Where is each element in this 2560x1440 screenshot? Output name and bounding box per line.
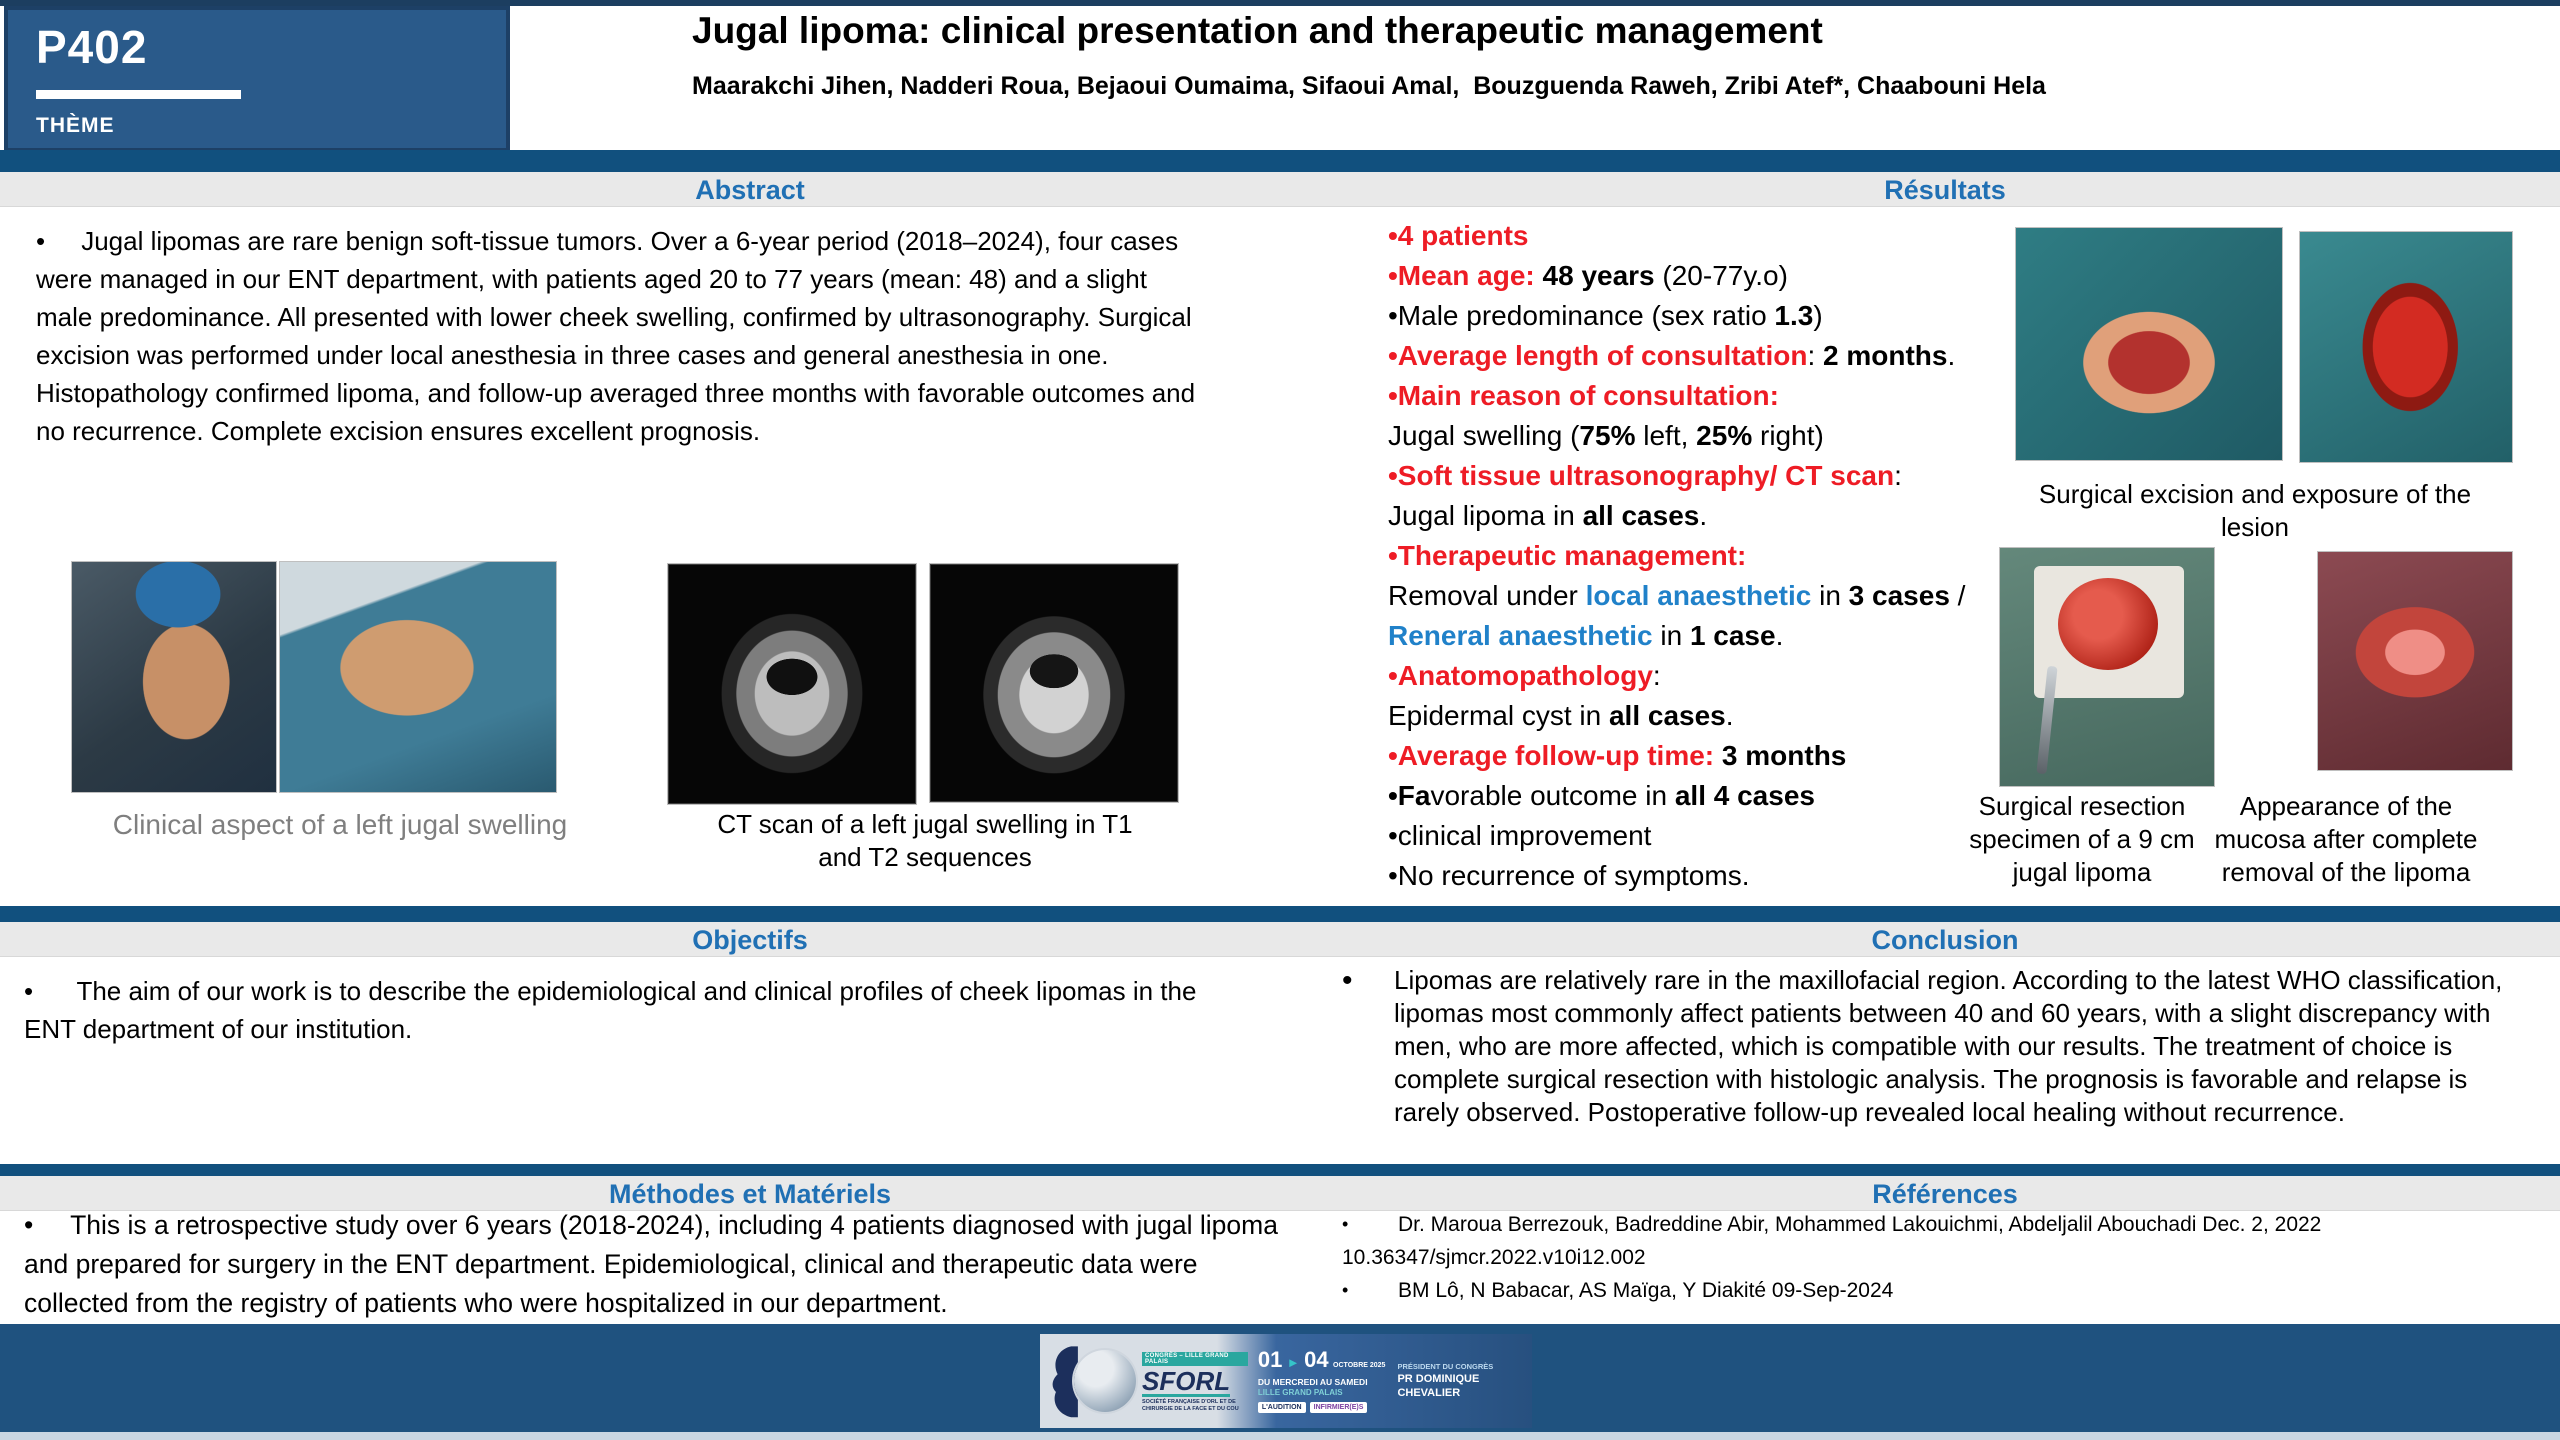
clinical-photo-front bbox=[72, 562, 276, 792]
divider-header bbox=[0, 150, 2560, 172]
result-segment: Epidermal cyst in bbox=[1388, 700, 1609, 731]
result-line bbox=[1388, 496, 2108, 536]
result-segment: . bbox=[1725, 700, 1734, 731]
result-line bbox=[1388, 296, 2108, 336]
badge-infirmiers: INFIRMIER(E)S bbox=[1310, 1402, 1368, 1413]
face-silhouette-logo bbox=[1044, 1343, 1078, 1419]
president-label: PRÉSIDENT DU CONGRÈS bbox=[1397, 1362, 1494, 1371]
ct-scan-t1 bbox=[668, 564, 916, 804]
result-segment: (20-77y.o) bbox=[1662, 260, 1788, 291]
banner-badges bbox=[1258, 1402, 1386, 1413]
authors-line: Maarakchi Jihen, Nadderi Roua, Bejaoui Oumaima, Sifaoui Amal, Bouzguenda Raweh, Zribi Atef*, Chaabouni Hela bbox=[692, 72, 2046, 100]
methodes-text: • This is a retrospective study over 6 years (2018-2024), including 4 patients diagnosed with jugal lipoma and prepared for surgery in the ENT department. Epidemiological, clinical and therapeutic data were collected from the registry of patients who were hospitalized in our department. bbox=[24, 1210, 1278, 1318]
reference-item bbox=[1342, 1208, 2522, 1241]
result-segment: in bbox=[1811, 580, 1849, 611]
result-segment: . bbox=[1699, 500, 1708, 531]
caption-mucosa: Appearance of the mucosa after complete removal of the lipoma bbox=[2214, 791, 2478, 887]
president-name: PR DOMINIQUE CHEVALIER bbox=[1397, 1373, 1480, 1399]
result-segment: •Male predominance (sex ratio bbox=[1388, 300, 1775, 331]
result-segment: •4 patients bbox=[1388, 220, 1529, 251]
result-line bbox=[1388, 336, 2108, 376]
result-segment: •Therapeutic management: bbox=[1388, 540, 1747, 571]
result-line bbox=[1388, 216, 2108, 256]
result-segment: 48 years bbox=[1542, 260, 1663, 291]
conclusion-bullet: • bbox=[1342, 964, 1353, 997]
arrow-icon: ► bbox=[1286, 1355, 1300, 1370]
badge-audition: L'AUDITION bbox=[1258, 1402, 1306, 1413]
section-band-2 bbox=[0, 922, 2560, 957]
result-segment: all cases bbox=[1582, 500, 1700, 531]
reference-item-continuation bbox=[1342, 1241, 2522, 1274]
president-block bbox=[1397, 1362, 1532, 1400]
banner-photo-circle bbox=[1074, 1350, 1136, 1412]
result-segment: •Soft tissue ultrasonography/ CT scan bbox=[1388, 460, 1895, 491]
result-segment: 25% bbox=[1696, 420, 1753, 451]
result-segment: •Fa bbox=[1388, 780, 1431, 811]
theme-label: THÈME bbox=[36, 114, 115, 137]
heading-references: Références bbox=[1872, 1179, 2018, 1209]
caption-specimen: Surgical resection specimen of a 9 cm jugal lipoma bbox=[1969, 791, 2195, 887]
conclusion-block bbox=[1342, 964, 2537, 1129]
reference-bullet: • bbox=[1342, 1214, 1349, 1234]
result-segment: vorable outcome in bbox=[1430, 780, 1675, 811]
reference-text: BM Lô, N Babacar, AS Maïga, Y Diakité 09-Sep-2024 bbox=[1398, 1279, 1894, 1302]
result-segment: •No recurrence of symptoms. bbox=[1388, 860, 1750, 891]
result-segment: Removal under bbox=[1388, 580, 1586, 611]
lipoma-specimen bbox=[2058, 578, 2158, 670]
ct-scan-t2 bbox=[930, 564, 1178, 802]
surgical-excision-photo-2 bbox=[2300, 232, 2512, 462]
divider-mid bbox=[0, 906, 2560, 922]
divider-bottom bbox=[0, 1164, 2560, 1176]
result-segment: •Anatomopathology bbox=[1388, 660, 1653, 691]
date-days: DU MERCREDI AU SAMEDI bbox=[1257, 1377, 1368, 1387]
resection-specimen-photo bbox=[2000, 548, 2214, 786]
caption-ct: CT scan of a left jugal swelling in T1 and T2 sequences bbox=[717, 809, 1133, 872]
venue: LILLE GRAND PALAIS bbox=[1257, 1388, 1343, 1397]
result-segment: •Average length of consultation bbox=[1388, 340, 1808, 371]
result-segment: / bbox=[1949, 580, 1966, 611]
page-title: Jugal lipoma: clinical presentation and therapeutic management bbox=[692, 10, 1823, 51]
result-line bbox=[1388, 456, 2108, 496]
caption-excision: Surgical excision and exposure of the lesion bbox=[2038, 479, 2472, 542]
congress-dates-block bbox=[1258, 1349, 1386, 1413]
poster-id-box bbox=[4, 6, 510, 152]
result-segment: •Mean age: bbox=[1388, 260, 1543, 291]
result-segment: 2 months bbox=[1823, 340, 1948, 371]
surgical-excision-photo-1 bbox=[2016, 228, 2282, 460]
result-segment: . bbox=[1947, 340, 1956, 371]
result-segment: •clinical improvement bbox=[1388, 820, 1652, 851]
heading-objectifs: Objectifs bbox=[692, 925, 808, 955]
section-band-1 bbox=[0, 172, 2560, 207]
objectifs-text: • The aim of our work is to describe the epidemiological and clinical profiles of cheek lipomas in the ENT department of our institution. bbox=[24, 976, 1197, 1044]
date-month: OCTOBRE 2025 bbox=[1333, 1362, 1386, 1369]
result-segment: 3 cases bbox=[1848, 580, 1950, 611]
result-segment: : bbox=[1894, 460, 1902, 491]
abstract-text: • Jugal lipomas are rare benign soft-tissue tumors. Over a 6-year period (2018–2024), four cases were managed in our ENT department, with patients aged 20 to 77 years (mean: 48) and a slight male predominance. All presented with lower cheek swelling, confirmed by ultrasonography. Surgical excision was performed under local anesthesia in three cases and general anesthesia in one. Histopathology confirmed lipoma, and follow-up averaged three months with favorable outcomes and no recurrence. Complete excision ensures excellent prognosis. bbox=[36, 226, 1196, 446]
mucosa-photo bbox=[2318, 552, 2512, 770]
footer-strip bbox=[0, 1432, 2560, 1440]
heading-methodes: Méthodes et Matériels bbox=[608, 1179, 892, 1209]
result-segment: in bbox=[1652, 620, 1690, 651]
result-segment: 1.3 bbox=[1774, 300, 1814, 331]
result-segment: left, bbox=[1635, 420, 1697, 451]
result-segment: 3 months bbox=[1721, 740, 1847, 771]
heading-abstract: Abstract bbox=[695, 175, 805, 205]
result-segment: all 4 cases bbox=[1674, 780, 1815, 811]
result-segment: ) bbox=[1813, 300, 1823, 331]
reference-doi: 10.36347/sjmcr.2022.v10i12.002 bbox=[1342, 1246, 1646, 1269]
result-line bbox=[1388, 416, 2108, 456]
references-list bbox=[1342, 1208, 2522, 1307]
result-segment: 1 case bbox=[1689, 620, 1776, 651]
date-start: 01 bbox=[1257, 1347, 1283, 1372]
result-segment: Jugal swelling ( bbox=[1388, 420, 1580, 451]
result-segment: right) bbox=[1752, 420, 1824, 451]
poster-id-rule bbox=[36, 90, 241, 99]
clinical-photo-profile bbox=[280, 562, 556, 792]
caption-clinical: Clinical aspect of a left jugal swelling bbox=[112, 809, 568, 840]
result-line bbox=[1388, 376, 2108, 416]
sforl-logo: SFORL bbox=[1142, 1365, 1231, 1396]
result-segment: : bbox=[1652, 660, 1661, 691]
result-segment: Reneral anaesthetic bbox=[1388, 620, 1653, 651]
conclusion-text: Lipomas are relatively rare in the maxillofacial region. According to the latest WHO classification, lipomas most commonly affect patients between 40 and 60 years, with a slight discrepancy with men, who are more affected, which is compatible with our results. The treatment of choice is complete surgical resection with histologic analysis. The prognosis is favorable and relapse is rarely observed. Postoperative follow-up revealed local healing without recurrence. bbox=[1394, 965, 2503, 1127]
sforl-brand-block bbox=[1142, 1350, 1248, 1413]
result-segment: •Average follow-up time: bbox=[1388, 740, 1722, 771]
result-segment: all cases bbox=[1608, 700, 1726, 731]
poster-id: P402 bbox=[36, 21, 148, 73]
result-segment: local anaesthetic bbox=[1585, 580, 1812, 611]
heading-conclusion: Conclusion bbox=[1871, 925, 2019, 955]
date-end: 04 bbox=[1304, 1347, 1329, 1372]
sforl-tagline: SOCIÉTÉ FRANÇAISE D'ORL ET DE CHIRURGIE DE LA FACE ET DU COU bbox=[1142, 1398, 1239, 1412]
result-segment: Jugal lipoma in bbox=[1388, 500, 1583, 531]
congress-banner bbox=[1040, 1334, 1532, 1428]
congress-label: CONGRÈS – LILLE GRAND PALAIS bbox=[1142, 1352, 1248, 1366]
reference-bullet: • bbox=[1342, 1280, 1349, 1300]
reference-item bbox=[1342, 1274, 2522, 1307]
reference-text: Dr. Maroua Berrezouk, Badreddine Abir, Mohammed Lakouichmi, Abdeljalil Abouchadi Dec. 2, 2022 bbox=[1398, 1213, 2322, 1236]
heading-resultats: Résultats bbox=[1884, 175, 2006, 205]
result-segment: 75% bbox=[1579, 420, 1636, 451]
result-segment: •Main reason of consultation: bbox=[1388, 380, 1779, 411]
result-line bbox=[1388, 256, 2108, 296]
result-segment: . bbox=[1775, 620, 1784, 651]
result-segment: : bbox=[1807, 340, 1824, 371]
